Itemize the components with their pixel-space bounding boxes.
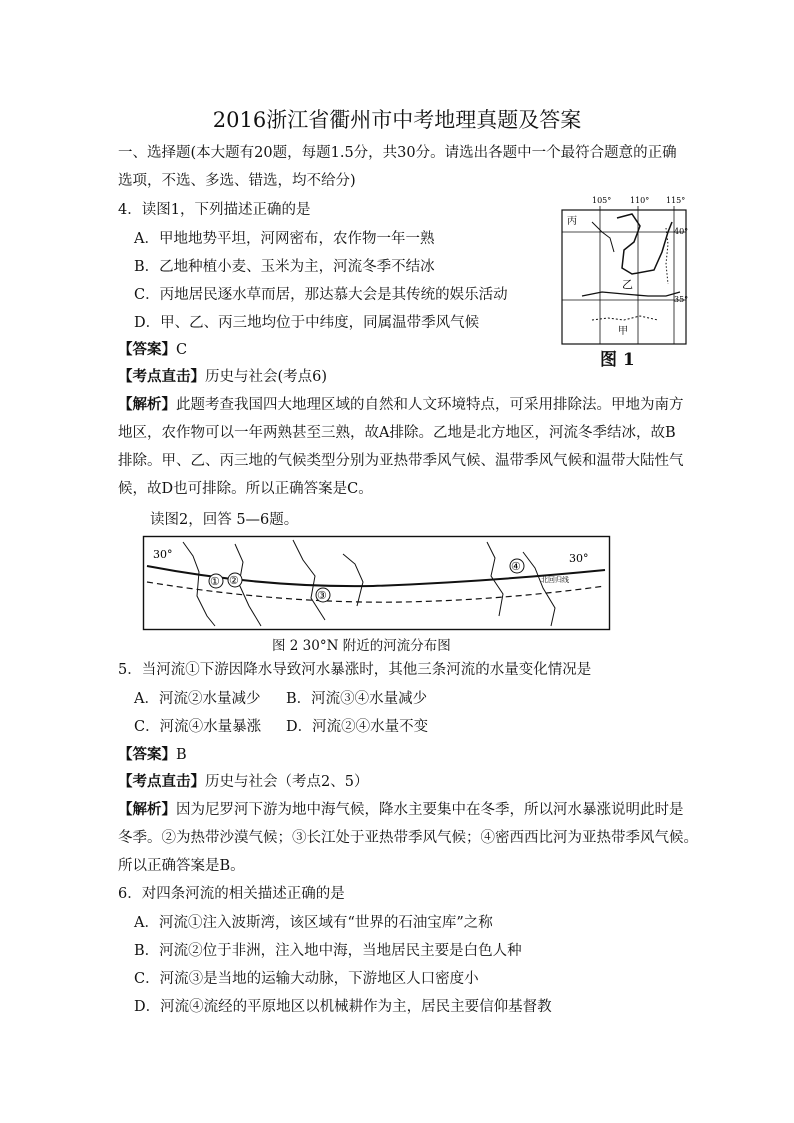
kaodian-value: 历史与社会（考点2、5） [205, 774, 369, 790]
q4-stem: 4．读图1，下列描述正确的是 [118, 202, 311, 218]
q5-jiexi-line-1 [118, 800, 684, 820]
region-label-yi: 乙 [622, 278, 633, 291]
read-figure-2: 读图2，回答 5—6题。 [150, 512, 299, 528]
q5-option-b: B．河流③④水量减少 [286, 691, 428, 707]
q4-jiexi-line-4: 候，故D也可排除。所以正确答案是C。 [118, 481, 373, 497]
q6-option-a: A．河流①注入波斯湾，该区域有“世界的石油宝库”之称 [134, 915, 493, 931]
river-south-path [582, 292, 680, 296]
figure-1-map [562, 192, 689, 344]
q4-option-c: C．丙地居民逐水草而居，那达慕大会是其传统的娱乐活动 [134, 287, 508, 303]
lat-label-left: 30° [153, 548, 173, 561]
q5-kaodian [118, 772, 368, 792]
region-label-jia: 甲 [618, 326, 628, 337]
q4-option-b: B．乙地种植小麦、玉米为主，河流冬季不结冰 [134, 259, 435, 275]
river-marker-2-label: ② [229, 574, 239, 587]
kaodian-value: 历史与社会(考点6) [205, 369, 328, 385]
lat-label-35: 35° [674, 295, 689, 304]
jiexi-label: 【解析】 [118, 801, 176, 818]
mountain-range [592, 316, 658, 320]
jiexi-text: 此题考查我国四大地理区域的自然和人文环境特点，可采用排除法。甲地为南方 [176, 397, 684, 413]
q4-jiexi-line-3: 排除。甲、乙、丙三地的气候类型分别为亚热带季风气候、温带季风气候和温带大陆性气 [118, 453, 684, 469]
boundary-path [592, 222, 614, 252]
river-marker-3-label: ③ [317, 589, 327, 602]
q6-option-c: C．河流③是当地的运输大动脉，下游地区人口密度小 [134, 971, 479, 987]
kaodian-label: 【考点直击】 [118, 368, 205, 385]
q6-option-b: B．河流②位于非洲，注入地中海，当地居民主要是白色人种 [134, 943, 522, 959]
q5-stem: 5．当河流①下游因降水导致河水暴涨时，其他三条河流的水量变化情况是 [118, 662, 592, 678]
q5-answer [118, 745, 187, 765]
kaodian-label: 【考点直击】 [118, 773, 205, 790]
q4-option-a: A．甲地地势平坦，河网密布，农作物一年一熟 [134, 231, 435, 247]
page-title: 2016浙江省衢州市中考地理真题及答案 [212, 108, 582, 132]
answer-label: 【答案】 [118, 746, 176, 763]
river-marker-4-label: ④ [511, 560, 521, 573]
q5-option-a: A．河流②水量减少 [134, 691, 261, 707]
q6-stem: 6．对四条河流的相关描述正确的是 [118, 886, 345, 902]
q6-option-d: D．河流④流经的平原地区以机械耕作为主，居民主要信仰基督教 [134, 999, 552, 1015]
region-label-bing: 丙 [567, 216, 577, 227]
figure-2-map [143, 536, 610, 630]
tropic-label: 北回归线 [541, 576, 569, 584]
answer-value: C [176, 342, 188, 358]
lon-label-115: 115° [666, 196, 686, 205]
yellow-river-path [617, 214, 672, 274]
section-header-line-1: 一、选择题(本大题有20题，每题1.5分，共30分。请选出各题中一个最符合题意的正确 [118, 145, 677, 161]
jiexi-label: 【解析】 [118, 396, 176, 413]
q4-answer [118, 340, 187, 360]
answer-label: 【答案】 [118, 341, 176, 358]
q4-option-d: D．甲、乙、丙三地均位于中纬度，同属温带季风气候 [134, 315, 480, 331]
lat-label-40: 40° [674, 227, 689, 236]
jiexi-text: 因为尼罗河下游为地中海气候，降水主要集中在冬季，所以河水暴涨说明此时是 [176, 802, 684, 818]
lat-label-right: 30° [569, 552, 589, 565]
q5-option-d: D．河流②④水量不变 [286, 719, 429, 735]
q5-jiexi-line-3: 所以正确答案是B。 [118, 858, 245, 874]
section-header-line-2: 选项，不选、多选、错选，均不给分) [118, 173, 356, 189]
q5-jiexi-line-2: 冬季。②为热带沙漠气候；③长江处于亚热带季风气候；④密西西比河为亚热带季风气候。 [118, 830, 698, 846]
answer-value: B [176, 747, 187, 763]
q4-jiexi-line-2: 地区，农作物可以一年两熟甚至三熟，故A排除。乙地是北方地区，河流冬季结冰，故B [118, 425, 676, 441]
q5-option-c: C．河流④水量暴涨 [134, 719, 262, 735]
q4-kaodian [118, 367, 327, 387]
figure-2-caption: 图 2 30°N 附近的河流分布图 [272, 638, 451, 654]
lon-label-105: 105° [592, 196, 612, 205]
lon-label-110: 110° [630, 196, 650, 205]
q4-jiexi-line-1 [118, 395, 684, 415]
figure-1-caption: 图 1 [600, 350, 635, 370]
river-marker-1-label: ① [210, 575, 220, 588]
